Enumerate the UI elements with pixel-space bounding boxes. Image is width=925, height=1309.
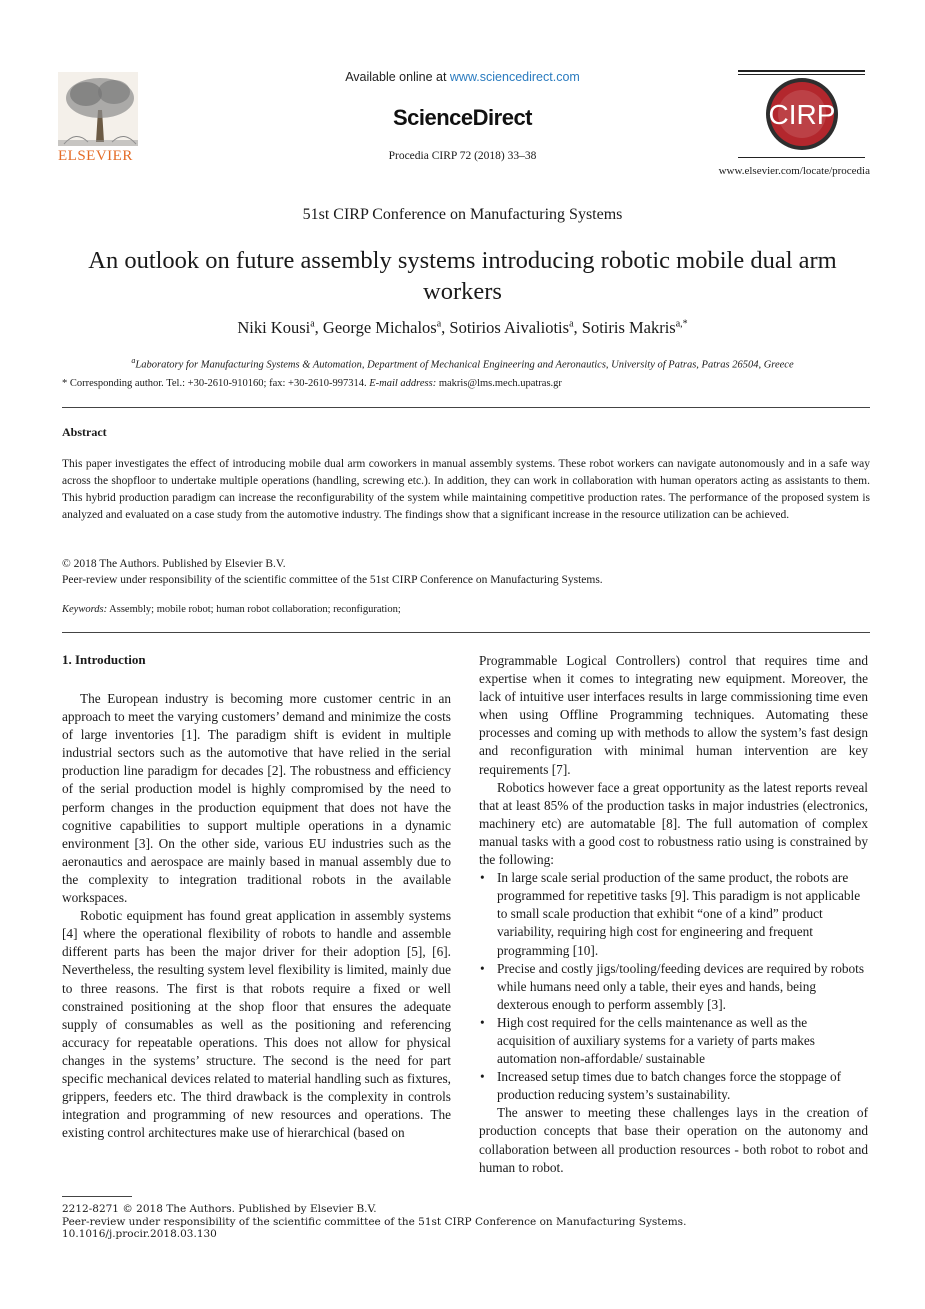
header-rule-bottom <box>738 157 865 158</box>
keywords <box>62 604 401 615</box>
author-separator: , <box>314 318 323 337</box>
affiliation-text: Laboratory for Manufacturing Systems & Automation, Department of Mechanical Engineering and Aeronautics, University of Patras, Patras 26504, Greece <box>135 359 794 371</box>
author-separator: , <box>441 318 450 337</box>
bullet-icon: • <box>480 870 485 886</box>
peer-review-line: Peer-review under responsibility of the scientific committee of the 51st CIRP Conference on Manufacturing Systems. <box>62 574 603 586</box>
bullet-icon: • <box>480 1069 485 1085</box>
paragraph: Robotics however face a great opportunity as the latest reports reveal that at least 85% of the production tasks in major industries (electronics, machinery etc) are automatable [8]. The full automation of complex manual tasks with a good cost to robustness ratio using is constrained by the following: <box>479 779 868 868</box>
sciencedirect-link[interactable]: www.sciencedirect.com <box>449 70 580 84</box>
author-list <box>0 318 925 338</box>
cirp-text: CIRP <box>768 99 836 130</box>
footer-issn: 2212-8271 © 2018 The Authors. Published by Elsevier B.V. <box>62 1203 377 1215</box>
author-sup: a <box>310 318 315 330</box>
available-prefix: Available online at <box>345 70 450 84</box>
keywords-text: Assembly; mobile robot; human robot collaboration; reconfiguration; <box>107 604 401 615</box>
section-heading: 1. Introduction <box>62 652 146 667</box>
author-sup: a <box>436 318 442 330</box>
list-item <box>480 1014 868 1068</box>
divider <box>62 407 870 408</box>
list-item-text: Increased setup times due to batch changes force the stoppage of production reducing system’s sustainability. <box>497 1069 842 1103</box>
affiliation <box>60 356 865 371</box>
footer <box>62 1203 686 1241</box>
footer-peer-review: Peer-review under responsibility of the scientific committee of the 51st CIRP Conference on Manufacturing Systems. <box>62 1215 687 1228</box>
email-label: E-mail address: <box>369 378 437 389</box>
author: Sotirios Aivaliotis <box>449 318 570 337</box>
journal-reference: Procedia CIRP 72 (2018) 33–38 <box>388 150 537 162</box>
right-column <box>479 652 868 1177</box>
divider <box>62 632 870 633</box>
constraint-list <box>479 869 868 1104</box>
bullet-icon: • <box>480 1014 485 1030</box>
affiliation-sup: a <box>131 356 136 365</box>
list-item <box>480 960 868 1014</box>
email-address[interactable]: makris@lms.mech.upatras.gr <box>436 378 562 389</box>
paragraph: Robotic equipment has found great application in assembly systems [4] where the operational flexibility of robots to handle and assemble different parts has been the major driver for their adoption [5], [6]. Nevertheless, the resulting system level flexibility is limited, mainly due to three reasons. The first is that robots require a fixed or well constrained positioning at the shop floor that ensures the adequate supply of consumables as well as the positioning and referencing accuracy for repeatable operations. This does not allow for physical changes in the systems’ structure. The second is the need for part specific mechanical devices related to material handling such as fixtures, grippers, feeders etc. The third drawback is the complexity in controls integration and programming of new resources and operations. The existing control architectures make use of hierarchical (based on <box>62 908 451 1141</box>
keywords-label: Keywords: <box>62 604 108 615</box>
author-sup: a,* <box>675 318 688 330</box>
footer-doi[interactable]: 10.1016/j.procir.2018.03.130 <box>62 1228 217 1240</box>
paragraph: Programmable Logical Controllers) control that requires time and expertise when it comes to integrating new equipment. Moreover, the lack of intuitive user interfaces results in large commissioning time even when using Offline Programming techniques. Automating these processes and coming up with methods to allow the system’s fast design and reconfiguration with minimal human intervention are key requirements [7]. <box>479 653 868 777</box>
list-item <box>480 869 868 959</box>
cirp-logo <box>738 70 866 158</box>
conference-name: 51st CIRP Conference on Manufacturing Systems <box>302 206 623 223</box>
author: Sotiris Makris <box>581 318 676 337</box>
author-sup: a <box>569 318 574 330</box>
locate-url[interactable]: www.elsevier.com/locate/procedia <box>718 165 870 177</box>
list-item-text: Precise and costly jigs/tooling/feeding devices are required by robots while humans need only a table, their eyes and hands, being dexterous enough to perform assembly [3]. <box>497 960 865 1012</box>
abstract-text: This paper investigates the effect of introducing mobile dual arm coworkers in manual assembly systems. These robot workers can navigate autonomously and in a safe way across the shopfloor to undertake multiple operations (handling, screwing etc.). In addition, they can work in collaboration with human operators acting as assistants to them. This hybrid production paradigm can increase the reconfigurability of the system while maintaining competitive production rates. The performance of the proposed system is analyzed and evaluated on a case study from the automotive industry. The findings show that a significant increase in the resource utilization can be achieved. <box>62 458 870 521</box>
left-column <box>62 690 451 1142</box>
corresponding-author <box>62 378 562 389</box>
list-item <box>480 1068 868 1104</box>
footnote-rule <box>62 1196 132 1197</box>
paragraph: The European industry is becoming more customer centric in an approach to meet the varying customers’ demand and minimize the costs of large inventories [1]. The paradigm shift is evident in multiple industrial sectors such as the automotive that have relied in the serial production line paradigm for decades [2]. The robustness and efficiency of the serial production model is highly compromised by the need to perform changes in the production equipment that does not have the cognitive capabilities to support multiple operations in a dynamic environment [3]. On the other side, various EU industries such as the aeronautics and aerospace are mainly based in manual assembly due to the complexity to integration traditional robots in the available workspaces. <box>62 691 451 906</box>
corresponding-text: * Corresponding author. Tel.: +30-2610-910160; fax: +30-2610-997314. <box>62 378 370 389</box>
elsevier-wordmark: ELSEVIER <box>58 148 133 164</box>
copyright-line: © 2018 The Authors. Published by Elsevier B.V. <box>62 558 286 570</box>
author: George Michalos <box>322 318 437 337</box>
list-item-text: High cost required for the cells maintenance as well as the acquisition of auxiliary systems for a variety of parts makes automation non-affordable/ sustainable <box>497 1014 815 1067</box>
abstract-heading: Abstract <box>62 425 107 439</box>
sciencedirect-brand: ScienceDirect <box>392 105 533 130</box>
author: Niki Kousi <box>237 318 311 337</box>
paragraph: The answer to meeting these challenges lays in the creation of production concepts that base their operation on the autonomy and collaboration between all production resources - both robot to robot and human to robot. <box>479 1105 868 1175</box>
author-separator: , <box>573 318 582 337</box>
paper-title: An outlook on future assembly systems introducing robotic mobile dual arm workers <box>88 247 837 305</box>
bullet-icon: • <box>480 960 485 976</box>
list-item-text: In large scale serial production of the same product, the robots are programmed for repetitive tasks [9]. This paradigm is not applicable to small scale production that exhibit “one of a kind” product variability, requiring high cost for engineering and frequent programming [10]. <box>497 870 861 958</box>
abstract-copyright <box>62 556 603 588</box>
